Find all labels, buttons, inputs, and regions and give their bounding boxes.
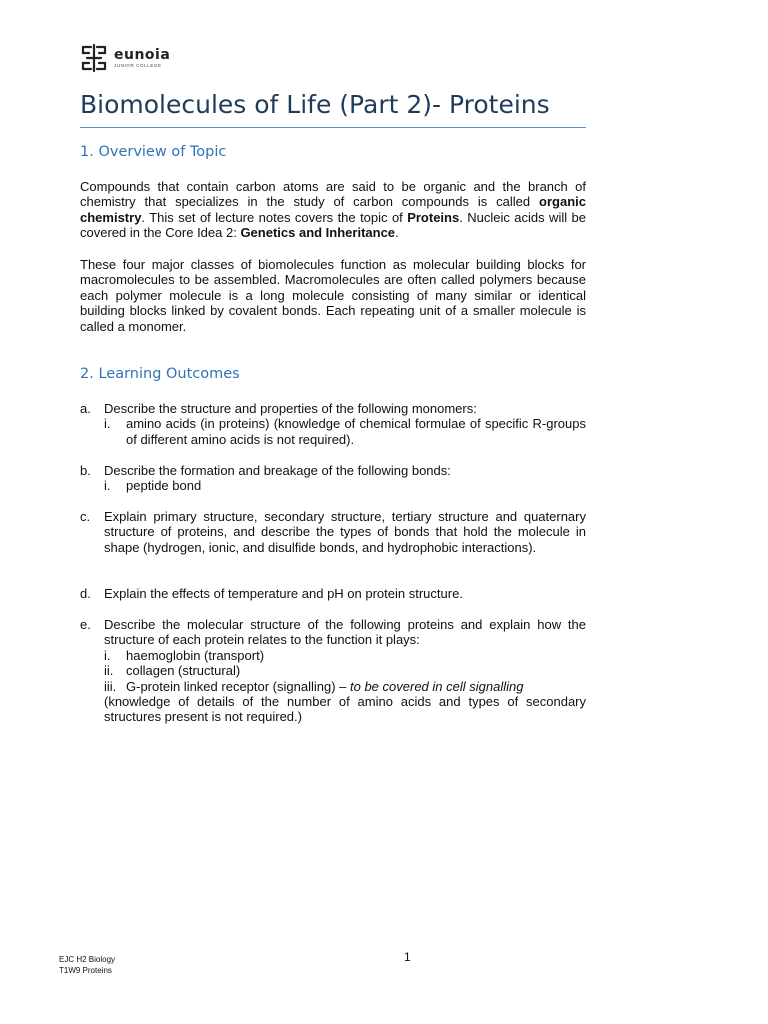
school-logo — [80, 42, 170, 74]
outcome-e — [80, 617, 586, 725]
outcome-marker: b. — [80, 463, 91, 478]
section-heading-learning-outcomes: 2. Learning Outcomes — [80, 366, 240, 382]
outcome-b — [80, 463, 586, 494]
text-run: . This set of lecture notes covers the topic of — [141, 209, 408, 225]
outcome-d — [80, 586, 586, 601]
outcome-marker: c. — [80, 509, 91, 524]
italic-note: to be covered in cell signalling — [350, 678, 524, 694]
sub-text: haemoglobin (transport) — [126, 647, 265, 663]
footer — [59, 954, 115, 976]
outcome-marker: e. — [80, 617, 91, 632]
outcome-e-note: (knowledge of details of the number of amino acids and types of secondary structures present is not required.) — [104, 694, 586, 725]
sub-marker: i. — [104, 478, 111, 494]
sub-text: collagen (structural) — [126, 663, 241, 679]
sub-text: G-protein linked receptor (signalling) – — [126, 678, 350, 694]
logo-subtitle: JUNIOR COLLEGE — [114, 62, 162, 68]
outcome-text: Describe the molecular structure of the following proteins and explain how the structure of each protein relates to the function it plays: — [104, 617, 586, 648]
overview-paragraph-1 — [80, 179, 586, 241]
document-title: Biomolecules of Life (Part 2)- Proteins — [80, 90, 586, 128]
outcome-text: Explain primary structure, secondary structure, tertiary structure and quaternary structure of proteins, and describe the types of bonds that hold the molecule in shape (hydrogen, ionic, and disulfide bonds, and hydrophobic interactions). — [104, 509, 586, 555]
outcome-text: Explain the effects of temperature and pH on protein structure. — [104, 586, 463, 601]
eunoia-emblem-icon — [80, 43, 108, 73]
text-run: Compounds that contain carbon atoms are said to be organic and the branch of chemistry that specializes in the study of carbon compounds is called — [80, 179, 586, 210]
outcome-a — [80, 401, 586, 447]
footer-course: EJC H2 Biology — [59, 955, 116, 964]
outcome-marker: a. — [80, 401, 91, 416]
bold-term-organic-chemistry: organic chemistry — [80, 194, 586, 225]
outcome-text: Describe the structure and properties of the following monomers: — [104, 401, 477, 416]
sub-text: amino acids (in proteins) (knowledge of chemical formulae of specific R-groups of different amino acids is not required). — [126, 416, 586, 447]
overview-paragraph-2: These four major classes of biomolecules function as molecular building blocks for macromolecules to be assembled. Macromolecules are often called polymers because each polymer molecule is a long molecule consisting of many similar or identical building blocks linked by covalent bonds. Each repeating unit of a smaller molecule is called a monomer. — [80, 257, 586, 334]
section-heading-overview: 1. Overview of Topic — [80, 144, 227, 160]
page-number: 1 — [404, 950, 411, 964]
outcome-marker: d. — [80, 586, 91, 601]
text-run: . — [395, 225, 399, 241]
text-run: . Nucleic acids will be covered in the Core Idea 2: — [80, 209, 586, 241]
sub-marker: iii. — [104, 678, 117, 694]
logo-name: eunoia — [114, 46, 171, 63]
sub-marker: i. — [104, 647, 111, 663]
bold-term-genetics: Genetics and Inheritance — [240, 225, 396, 241]
sub-text: peptide bond — [126, 478, 202, 494]
bold-term-proteins: Proteins — [407, 209, 460, 225]
sub-marker: ii. — [104, 663, 114, 679]
sub-marker: i. — [104, 416, 111, 432]
footer-topic: T1W9 Proteins — [59, 966, 112, 975]
outcome-text: Describe the formation and breakage of the following bonds: — [104, 463, 451, 478]
outcome-c — [80, 509, 586, 555]
